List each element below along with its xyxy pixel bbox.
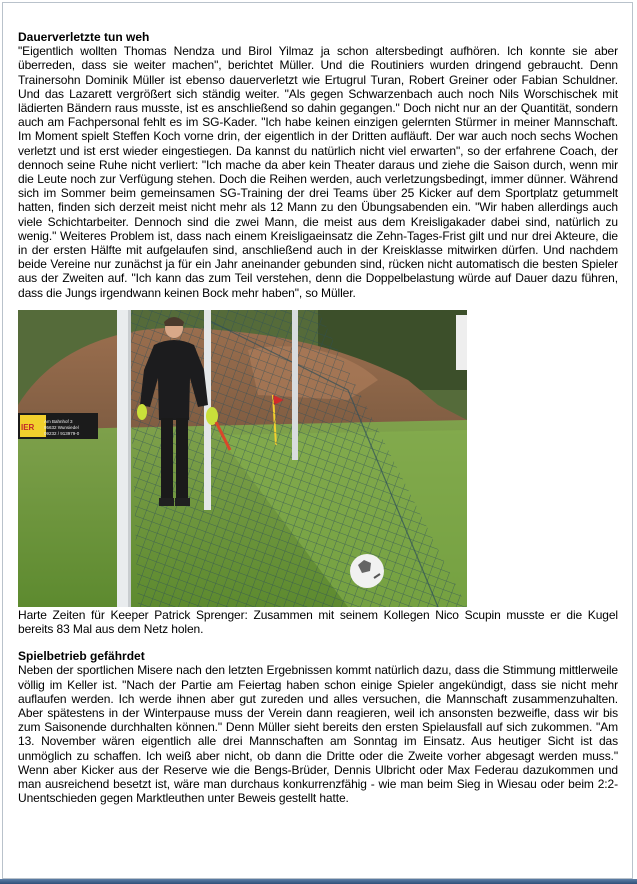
banner-line-1: Am Bahnhof 3 [44,418,73,424]
goalkeeper-photo [18,310,467,607]
section-body-spielbetrieb: Neben der sportlichen Misere nach den letzten Ergebnissen kommt natürlich dazu, dass die Stimmung mittlerweile völlig im Keller ist. "Nach der Partie am Feiertag haben schon einige Spieler angekündigt, dass sie nicht mehr auflaufen werden. Ich werde ihnen aber gut zureden und alles versuchen, die Mannschaft zusammenzuhalten. Aber spätestens in der Winterpause muss der Verein dann reagieren, weil ich ansonsten bezweifle, dass wir bis zum Saisonende durchhalten können." Denn Müller sieht bereits den ersten Spielausfall auf sich zukommen. "Am 13. November wären eigentlich alle drei Mannschaften am Sonntag im Einsatz. Aus heutiger Sicht ist das unmöglich zu schaffen. Ich weiß aber nicht, ob dann die Dritte oder die Zweite vorher abgesagt werden muss." Wenn aber Kicker aus der Reserve wie die Bengs-Brüder, Dennis Ulbricht oder Max Federau dazukommen und man ausreichend besetzt ist, wäre man durchaus konkurrenzfähig - wie man beim Sieg in Wiesau oder beim 2:2-Unentschieden gegen Marktleuthen unter Beweis gestellt hatte. [18,663,618,806]
banner-fragment: IER [21,422,35,432]
section-heading-dauerverletzte: Dauerverletzte tun weh [18,30,150,44]
banner-line-2: 95632 Wunsiedel [44,424,79,430]
section-body-dauerverletzte: "Eigentlich wollten Thomas Nendza und Birol Yilmaz ja schon altersbedingt aufhören. Ich konnte sie aber überreden, dass sie weiter machen", berichtet Müller. Und die Routiniers wurden dringend gebraucht. Denn Trainersohn Dominik Müller ist ebenso dauerverletzt wie Ertugrul Turan, Robert Greiner oder Fabian Schuldner. Und das Lazarett vergrößert sich ständig weiter. "Als gegen Schwarzenbach auch noch Nils Worschischek mit lädierten Bändern raus musste, ist es anschließend so dahin gegangen." Doch nicht nur an der Quantität, sondern auch am Fachpersonal fehlt es im SG-Kader. "Ich habe keinen einzigen gelernten Stürmer in meiner Mannschaft. Im Moment spielt Steffen Koch vorne drin, der eigentlich in der Dritten aufläuft. Der war auch noch sechs Wochen verletzt und ist erst wieder eingestiegen. Da kannst du natürlich nicht viel erwarten", so der erfahrene Coach, der dennoch seine Ruhe nicht verliert: "Ich mache da aber kein Theater daraus und ziehe die Saison durch, wenn mir die Leute noch zur Verfügung stehen. Doch die Reihen werden, auch verletzungsbedingt, immer dünner. Während sich im Sommer beim gemeinsamen SG-Training der drei Teams über 25 Kicker auf dem Sportplatz getummelt hatten, finden sich derzeit meist nicht mehr als 12 Mann zu den Übungsabenden ein. "Wir haben allerdings auch viele Schichtarbeiter. Dennoch sind die zwei Mann, die meist aus dem Kreisligakader dabei sind, natürlich zu wenig." Weiteres Problem ist, dass nach einem Kreisligaeinsatz die Zehn-Tages-Frist gilt und nur drei Akteure, die in der ersten Hälfte mit aufgelaufen sind, anschließend auch in der Kreisklasse mitwirken dürfen. Und nachdem beide Vereine nur zunächst ja für ein Jahr aneinander gebunden sind, rücken nicht automatisch die besten Spieler aus der Zweiten auf. "Ich kann das zum Teil verstehen, denn die Doppelbelastung würde auf Dauer dazu führen, dass die Jungs irgendwann keinen Bock mehr haben", so Müller. [18,44,618,300]
section-heading-spielbetrieb: Spielbetrieb gefährdet [18,649,145,664]
banner-line-3: 09232 / 913979-0 [44,430,80,436]
article [18,30,618,806]
bottom-bar [0,879,637,884]
football-ball [350,554,384,588]
photo-caption: Harte Zeiten für Keeper Patrick Sprenger: Zusammen mit seinem Kollegen Nico Scupin musste er die Kugel bereits 83 Mal aus dem Netz holen. [18,607,618,637]
